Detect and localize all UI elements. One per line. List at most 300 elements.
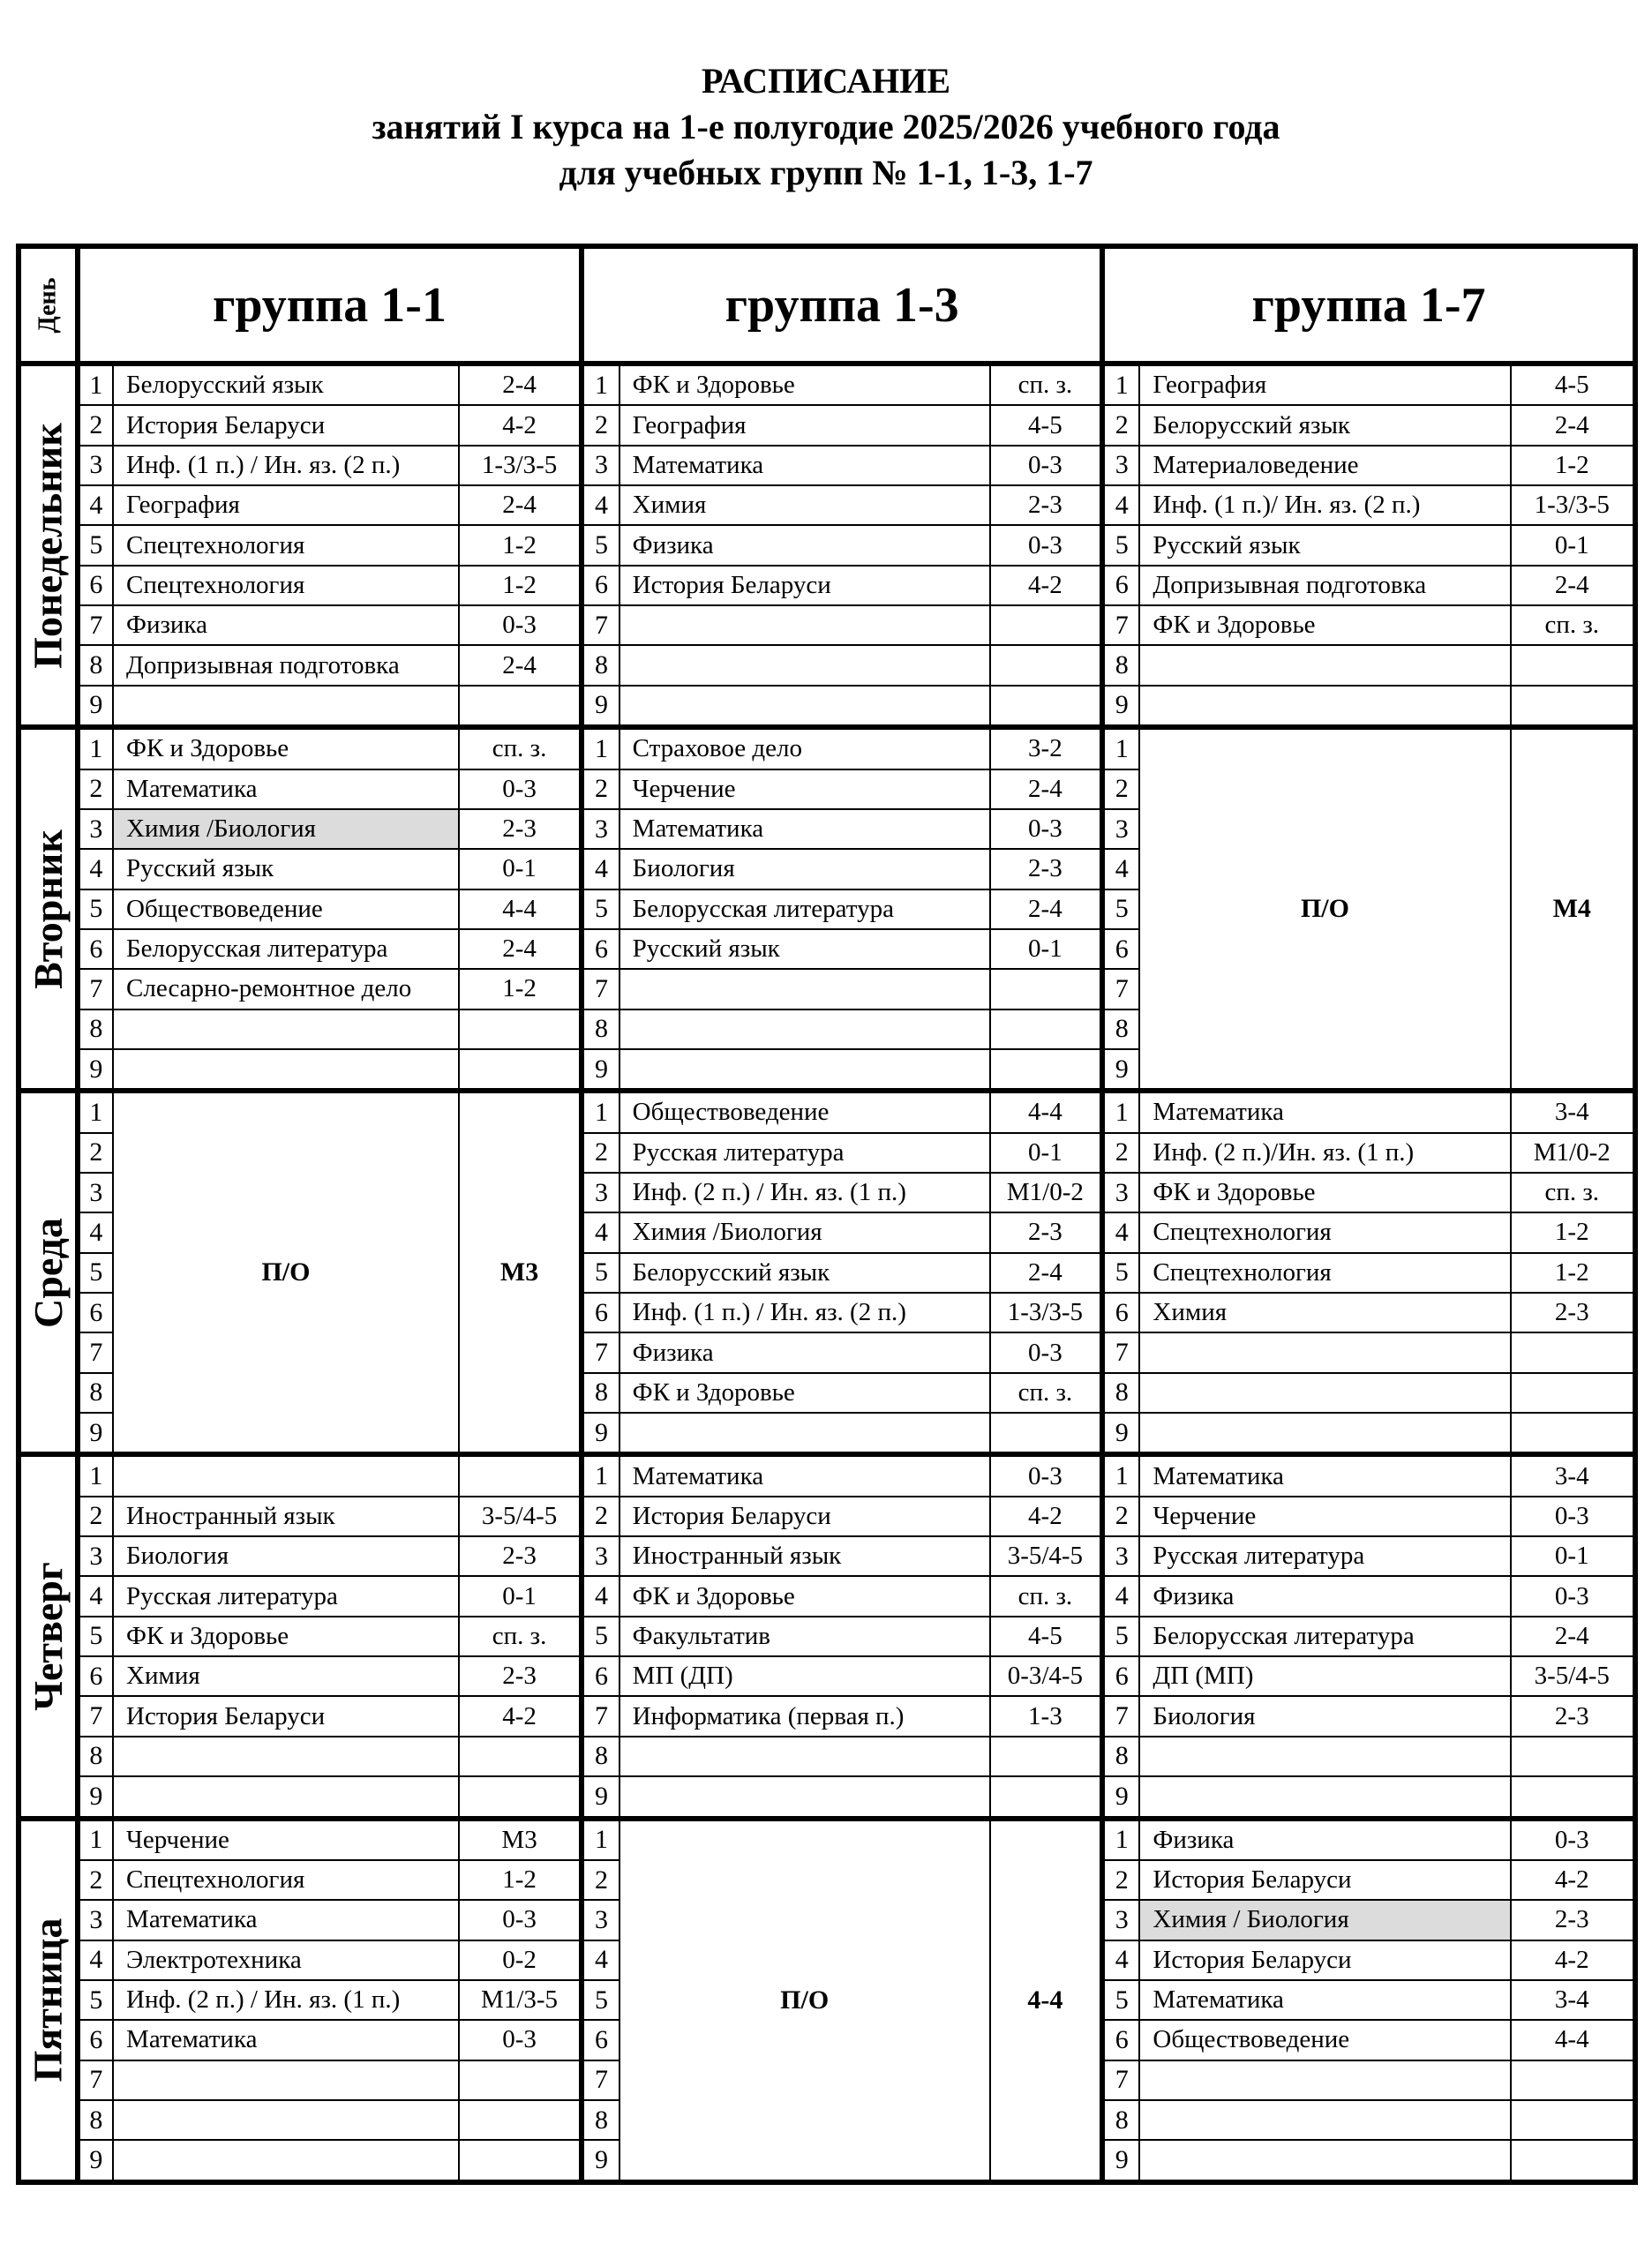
lesson-number: 1 <box>582 1819 619 1860</box>
room-cell: М3 <box>459 1819 582 1860</box>
lesson-number: 3 <box>1102 1900 1139 1940</box>
practical-training-label: П/О <box>1139 727 1510 1091</box>
subject-cell <box>113 2060 459 2100</box>
lesson-number: 1 <box>78 1819 113 1860</box>
table-row <box>19 485 1635 525</box>
subject-cell: Русская литература <box>113 1576 459 1616</box>
lesson-number: 5 <box>582 525 619 565</box>
subject-cell <box>620 686 990 727</box>
subject-cell: Спецтехнология <box>113 566 459 605</box>
room-cell: 4-5 <box>990 405 1102 445</box>
lesson-number: 2 <box>1102 769 1139 809</box>
day-cell <box>19 1819 78 2182</box>
day-cell <box>19 1091 78 1454</box>
subject-cell: Математика <box>113 2020 459 2060</box>
subject-cell: Белорусская литература <box>113 929 459 969</box>
lesson-number: 2 <box>78 1497 113 1536</box>
room-cell: 4-2 <box>990 566 1102 605</box>
lesson-number: 2 <box>1102 1133 1139 1173</box>
lesson-number: 1 <box>582 727 619 769</box>
subject-cell: Иностранный язык <box>620 1536 990 1576</box>
subject-cell: Математика <box>1139 1980 1510 2020</box>
room-cell <box>459 2140 582 2182</box>
lesson-number: 9 <box>78 1049 113 1091</box>
subject-cell <box>113 2100 459 2140</box>
subject-cell: Страховое дело <box>620 727 990 769</box>
table-row <box>19 645 1635 685</box>
lesson-number: 5 <box>1102 1980 1139 2020</box>
subject-cell: Инф. (2 п.) / Ин. яз. (1 п.) <box>620 1173 990 1212</box>
header-row <box>19 246 1635 364</box>
subject-cell: Физика <box>1139 1819 1510 1860</box>
room-cell <box>1511 645 1635 685</box>
room-cell <box>1511 1373 1635 1413</box>
table-row <box>19 566 1635 605</box>
room-cell: 2-4 <box>459 364 582 405</box>
subject-cell: Обществоведение <box>113 889 459 929</box>
room-cell: сп. з. <box>990 1373 1102 1413</box>
subject-cell <box>620 1776 990 1818</box>
room-cell: 0-3 <box>990 809 1102 849</box>
subject-cell <box>1139 1332 1510 1372</box>
lesson-number: 2 <box>1102 1860 1139 1900</box>
lesson-number: 2 <box>582 769 619 809</box>
room-cell: 2-4 <box>990 889 1102 929</box>
lesson-number: 7 <box>582 1696 619 1736</box>
lesson-number: 3 <box>582 1536 619 1576</box>
room-cell: 0-3 <box>1511 1819 1635 1860</box>
day-column-header <box>19 246 78 364</box>
lesson-number: 4 <box>78 485 113 525</box>
subject-cell: Химия <box>113 1656 459 1696</box>
practical-training-room: 4-4 <box>990 1819 1102 2182</box>
lesson-number: 9 <box>78 1776 113 1818</box>
room-cell <box>459 1454 582 1496</box>
lesson-number: 6 <box>582 2020 619 2060</box>
lesson-number: 1 <box>1102 1454 1139 1496</box>
subject-cell: МП (ДП) <box>620 1656 990 1696</box>
room-cell: 0-2 <box>459 1940 582 1980</box>
subject-cell: Обществоведение <box>1139 2020 1510 2060</box>
subject-cell: География <box>1139 364 1510 405</box>
room-cell: 2-3 <box>990 1212 1102 1252</box>
subject-cell: ФК и Здоровье <box>1139 605 1510 645</box>
room-cell: 3-4 <box>1511 1980 1635 2020</box>
lesson-number: 8 <box>1102 1009 1139 1049</box>
lesson-number: 8 <box>1102 645 1139 685</box>
table-row <box>19 605 1635 645</box>
subject-cell: Белорусская литература <box>620 889 990 929</box>
lesson-number: 1 <box>78 1091 113 1132</box>
lesson-number: 7 <box>1102 969 1139 1009</box>
table-row <box>19 1696 1635 1736</box>
lesson-number: 6 <box>1102 1293 1139 1332</box>
subject-cell: История Беларуси <box>1139 1940 1510 1980</box>
lesson-number: 4 <box>1102 1940 1139 1980</box>
lesson-number: 1 <box>1102 727 1139 769</box>
lesson-number: 6 <box>78 1656 113 1696</box>
lesson-number: 2 <box>78 1860 113 1900</box>
lesson-number: 5 <box>78 1253 113 1293</box>
table-row <box>19 405 1635 445</box>
document-subtitle: занятий I курса на 1-е полугодие 2025/2026 учебного года <box>372 107 1280 146</box>
room-cell: 2-4 <box>459 485 582 525</box>
room-cell: 0-1 <box>990 929 1102 969</box>
subject-cell <box>1139 1776 1510 1818</box>
subject-cell <box>113 686 459 727</box>
room-cell <box>990 686 1102 727</box>
lesson-number: 1 <box>1102 1819 1139 1860</box>
subject-cell: Допризывная подготовка <box>113 645 459 685</box>
room-cell: сп. з. <box>459 727 582 769</box>
lesson-number: 4 <box>78 849 113 889</box>
room-cell: М1/3-5 <box>459 1980 582 2020</box>
table-row <box>19 686 1635 727</box>
lesson-number: 4 <box>582 849 619 889</box>
subject-cell: Белорусский язык <box>113 364 459 405</box>
lesson-number: 3 <box>78 809 113 849</box>
lesson-number: 9 <box>78 1413 113 1454</box>
room-cell: 4-4 <box>459 889 582 929</box>
subject-cell: Иностранный язык <box>113 1497 459 1536</box>
room-cell: 4-4 <box>990 1091 1102 1132</box>
subject-cell <box>620 1413 990 1454</box>
subject-cell: Русский язык <box>620 929 990 969</box>
subject-cell: Биология <box>620 849 990 889</box>
lesson-number: 6 <box>78 566 113 605</box>
lesson-number: 5 <box>78 889 113 929</box>
subject-cell: Инф. (1 п.)/ Ин. яз. (2 п.) <box>1139 485 1510 525</box>
room-cell: сп. з. <box>1511 605 1635 645</box>
table-row <box>19 1536 1635 1576</box>
room-cell: 0-1 <box>1511 525 1635 565</box>
room-cell: 2-4 <box>459 929 582 969</box>
room-cell: 0-3 <box>459 769 582 809</box>
table-row <box>19 1576 1635 1616</box>
room-cell: 2-3 <box>1511 1696 1635 1736</box>
subject-cell: ФК и Здоровье <box>620 364 990 405</box>
practical-training-room: М4 <box>1511 727 1635 1091</box>
lesson-number: 8 <box>78 2100 113 2140</box>
room-cell: 0-3 <box>990 1332 1102 1372</box>
lesson-number: 6 <box>1102 1656 1139 1696</box>
room-cell <box>459 1049 582 1091</box>
lesson-number: 1 <box>582 364 619 405</box>
room-cell: 2-4 <box>459 645 582 685</box>
room-cell: 0-3 <box>459 1900 582 1940</box>
day-cell <box>19 727 78 1091</box>
room-cell: М1/0-2 <box>990 1173 1102 1212</box>
room-cell <box>459 2060 582 2100</box>
lesson-number: 5 <box>78 525 113 565</box>
day-cell <box>19 364 78 727</box>
lesson-number: 8 <box>582 1373 619 1413</box>
room-cell <box>990 969 1102 1009</box>
subject-cell: Химия <box>1139 1293 1510 1332</box>
lesson-number: 9 <box>78 686 113 727</box>
lesson-number: 7 <box>78 605 113 645</box>
room-cell <box>1511 1332 1635 1372</box>
subject-cell: Информатика (первая п.) <box>620 1696 990 1736</box>
room-cell: 2-4 <box>1511 1617 1635 1656</box>
day-cell <box>19 1454 78 1818</box>
lesson-number: 2 <box>582 405 619 445</box>
room-cell <box>459 1737 582 1776</box>
subject-cell: Русская литература <box>620 1133 990 1173</box>
room-cell: 1-2 <box>459 969 582 1009</box>
lesson-number: 3 <box>78 1900 113 1940</box>
room-cell: 4-2 <box>990 1497 1102 1536</box>
subject-cell: Обществоведение <box>620 1091 990 1132</box>
lesson-number: 9 <box>1102 686 1139 727</box>
room-cell: 0-3 <box>459 605 582 645</box>
table-row <box>19 364 1635 405</box>
room-cell: 1-3/3-5 <box>459 446 582 485</box>
subject-cell: Русский язык <box>113 849 459 889</box>
lesson-number: 6 <box>582 929 619 969</box>
subject-cell <box>1139 1737 1510 1776</box>
subject-cell: Биология <box>1139 1696 1510 1736</box>
table-row <box>19 1617 1635 1656</box>
subject-cell: Инф. (1 п.) / Ин. яз. (2 п.) <box>620 1293 990 1332</box>
lesson-number: 6 <box>582 1656 619 1696</box>
room-cell: 0-1 <box>459 1576 582 1616</box>
schedule-table <box>16 244 1638 2185</box>
room-cell: 1-2 <box>1511 446 1635 485</box>
lesson-number: 7 <box>1102 2060 1139 2100</box>
lesson-number: 7 <box>78 2060 113 2100</box>
lesson-number: 4 <box>78 1576 113 1616</box>
room-cell <box>459 2100 582 2140</box>
room-cell <box>990 1009 1102 1049</box>
lesson-number: 6 <box>78 2020 113 2060</box>
room-cell <box>1511 686 1635 727</box>
subject-cell: ФК и Здоровье <box>113 727 459 769</box>
document-groups-line: для учебных групп № 1-1, 1-3, 1-7 <box>559 153 1093 192</box>
table-row <box>19 1819 1635 1860</box>
subject-cell <box>620 1049 990 1091</box>
room-cell: 4-2 <box>459 405 582 445</box>
room-cell: 3-4 <box>1511 1091 1635 1132</box>
lesson-number: 7 <box>78 1332 113 1372</box>
table-row <box>19 1656 1635 1696</box>
lesson-number: 5 <box>1102 889 1139 929</box>
room-cell: сп. з. <box>990 1576 1102 1616</box>
lesson-number: 5 <box>582 1617 619 1656</box>
lesson-number: 3 <box>78 446 113 485</box>
subject-cell: Белорусский язык <box>1139 405 1510 445</box>
lesson-number: 8 <box>1102 2100 1139 2140</box>
lesson-number: 3 <box>582 809 619 849</box>
room-cell: 0-3 <box>459 2020 582 2060</box>
subject-cell: Биология <box>113 1536 459 1576</box>
subject-cell <box>620 605 990 645</box>
subject-cell: Белорусская литература <box>1139 1617 1510 1656</box>
lesson-number: 2 <box>78 405 113 445</box>
room-cell: 2-4 <box>1511 566 1635 605</box>
table-row <box>19 1091 1635 1132</box>
subject-cell: Физика <box>1139 1576 1510 1616</box>
room-cell: сп. з. <box>459 1617 582 1656</box>
table-row <box>19 1737 1635 1776</box>
room-cell: 0-1 <box>990 1133 1102 1173</box>
room-cell <box>990 605 1102 645</box>
lesson-number: 4 <box>78 1212 113 1252</box>
lesson-number: 2 <box>1102 405 1139 445</box>
subject-cell: Математика <box>620 446 990 485</box>
room-cell: 0-1 <box>1511 1536 1635 1576</box>
subject-cell: Физика <box>620 1332 990 1372</box>
subject-cell: Математика <box>620 809 990 849</box>
room-cell: 2-3 <box>990 485 1102 525</box>
lesson-number: 2 <box>582 1497 619 1536</box>
subject-cell: География <box>620 405 990 445</box>
subject-cell <box>620 645 990 685</box>
room-cell: М1/0-2 <box>1511 1133 1635 1173</box>
subject-cell: Спецтехнология <box>1139 1212 1510 1252</box>
lesson-number: 8 <box>78 645 113 685</box>
lesson-number: 5 <box>78 1617 113 1656</box>
day-name: Понедельник <box>25 422 71 669</box>
subject-cell: Спецтехнология <box>113 1860 459 1900</box>
room-cell: 4-2 <box>1511 1860 1635 1900</box>
room-cell: 3-5/4-5 <box>459 1497 582 1536</box>
room-cell: 0-3 <box>1511 1497 1635 1536</box>
lesson-number: 4 <box>582 1576 619 1616</box>
room-cell: 3-5/4-5 <box>990 1536 1102 1576</box>
subject-cell <box>620 1009 990 1049</box>
room-cell: 2-3 <box>459 809 582 849</box>
subject-cell: География <box>113 485 459 525</box>
lesson-number: 1 <box>582 1454 619 1496</box>
lesson-number: 8 <box>582 1009 619 1049</box>
subject-cell: Черчение <box>1139 1497 1510 1536</box>
lesson-number: 2 <box>1102 1497 1139 1536</box>
room-cell <box>1511 1737 1635 1776</box>
document-title: РАСПИСАНИЕ <box>701 61 950 101</box>
subject-cell: Русский язык <box>1139 525 1510 565</box>
subject-cell: Спецтехнология <box>113 525 459 565</box>
subject-cell <box>1139 1413 1510 1454</box>
lesson-number: 5 <box>1102 1253 1139 1293</box>
lesson-number: 2 <box>78 1133 113 1173</box>
subject-cell: Русская литература <box>1139 1536 1510 1576</box>
lesson-number: 2 <box>78 769 113 809</box>
lesson-number: 5 <box>78 1980 113 2020</box>
lesson-number: 3 <box>582 1900 619 1940</box>
subject-cell: История Беларуси <box>113 1696 459 1736</box>
lesson-number: 9 <box>582 2140 619 2182</box>
lesson-number: 7 <box>1102 1696 1139 1736</box>
room-cell: 2-4 <box>1511 405 1635 445</box>
lesson-number: 8 <box>1102 1373 1139 1413</box>
subject-cell: Белорусский язык <box>620 1253 990 1293</box>
lesson-number: 2 <box>582 1860 619 1900</box>
subject-cell: ФК и Здоровье <box>620 1373 990 1413</box>
subject-cell: ФК и Здоровье <box>1139 1173 1510 1212</box>
subject-cell <box>1139 2140 1510 2182</box>
table-row <box>19 727 1635 769</box>
room-cell: 1-2 <box>459 525 582 565</box>
practical-training-label: П/О <box>113 1091 459 1454</box>
room-cell: 0-3/4-5 <box>990 1656 1102 1696</box>
lesson-number: 1 <box>78 364 113 405</box>
room-cell <box>1511 2060 1635 2100</box>
room-cell: 2-4 <box>990 1253 1102 1293</box>
subject-cell: Допризывная подготовка <box>1139 566 1510 605</box>
lesson-number: 7 <box>1102 605 1139 645</box>
subject-cell: Химия <box>620 485 990 525</box>
lesson-number: 4 <box>1102 1576 1139 1616</box>
lesson-number: 9 <box>1102 1049 1139 1091</box>
room-cell: сп. з. <box>990 364 1102 405</box>
room-cell: 2-3 <box>1511 1293 1635 1332</box>
subject-cell: ДП (МП) <box>1139 1656 1510 1696</box>
room-cell: 4-5 <box>990 1617 1102 1656</box>
room-cell <box>459 686 582 727</box>
room-cell: 4-5 <box>1511 364 1635 405</box>
day-name: Среда <box>25 1217 71 1328</box>
lesson-number: 7 <box>78 969 113 1009</box>
subject-cell <box>1139 2060 1510 2100</box>
practical-training-label: П/О <box>620 1819 990 2182</box>
subject-cell: Спецтехнология <box>1139 1253 1510 1293</box>
subject-cell: Математика <box>113 769 459 809</box>
room-cell: 3-5/4-5 <box>1511 1656 1635 1696</box>
room-cell <box>1511 2140 1635 2182</box>
subject-cell: Электротехника <box>113 1940 459 1980</box>
lesson-number: 8 <box>582 645 619 685</box>
lesson-number: 5 <box>582 1253 619 1293</box>
lesson-number: 4 <box>582 1212 619 1252</box>
lesson-number: 1 <box>1102 1091 1139 1132</box>
lesson-number: 6 <box>1102 566 1139 605</box>
lesson-number: 9 <box>582 686 619 727</box>
lesson-number: 5 <box>582 1980 619 2020</box>
lesson-number: 4 <box>1102 485 1139 525</box>
lesson-number: 5 <box>1102 525 1139 565</box>
room-cell: 2-3 <box>459 1536 582 1576</box>
lesson-number: 9 <box>582 1049 619 1091</box>
lesson-number: 7 <box>582 969 619 1009</box>
subject-cell <box>1139 686 1510 727</box>
lesson-number: 9 <box>1102 1776 1139 1818</box>
lesson-number: 3 <box>1102 1173 1139 1212</box>
lesson-number: 1 <box>78 1454 113 1496</box>
lesson-number: 3 <box>582 446 619 485</box>
subject-cell <box>113 1737 459 1776</box>
room-cell: 2-3 <box>1511 1900 1635 1940</box>
day-name: Вторник <box>25 829 71 989</box>
day-name: Четверг <box>25 1562 71 1711</box>
subject-cell <box>1139 645 1510 685</box>
group-header: группа 1-7 <box>1102 246 1635 364</box>
subject-cell: ФК и Здоровье <box>113 1617 459 1656</box>
subject-cell: Слесарно-ремонтное дело <box>113 969 459 1009</box>
lesson-number: 1 <box>1102 364 1139 405</box>
subject-cell <box>620 1737 990 1776</box>
room-cell <box>990 645 1102 685</box>
lesson-number: 2 <box>582 1133 619 1173</box>
lesson-number: 3 <box>1102 1536 1139 1576</box>
table-row <box>19 1497 1635 1536</box>
room-cell <box>1511 1776 1635 1818</box>
room-cell <box>1511 1413 1635 1454</box>
room-cell: 1-3/3-5 <box>1511 485 1635 525</box>
subject-cell: Химия /Биология <box>620 1212 990 1252</box>
subject-cell: ФК и Здоровье <box>620 1576 990 1616</box>
lesson-number: 6 <box>582 1293 619 1332</box>
